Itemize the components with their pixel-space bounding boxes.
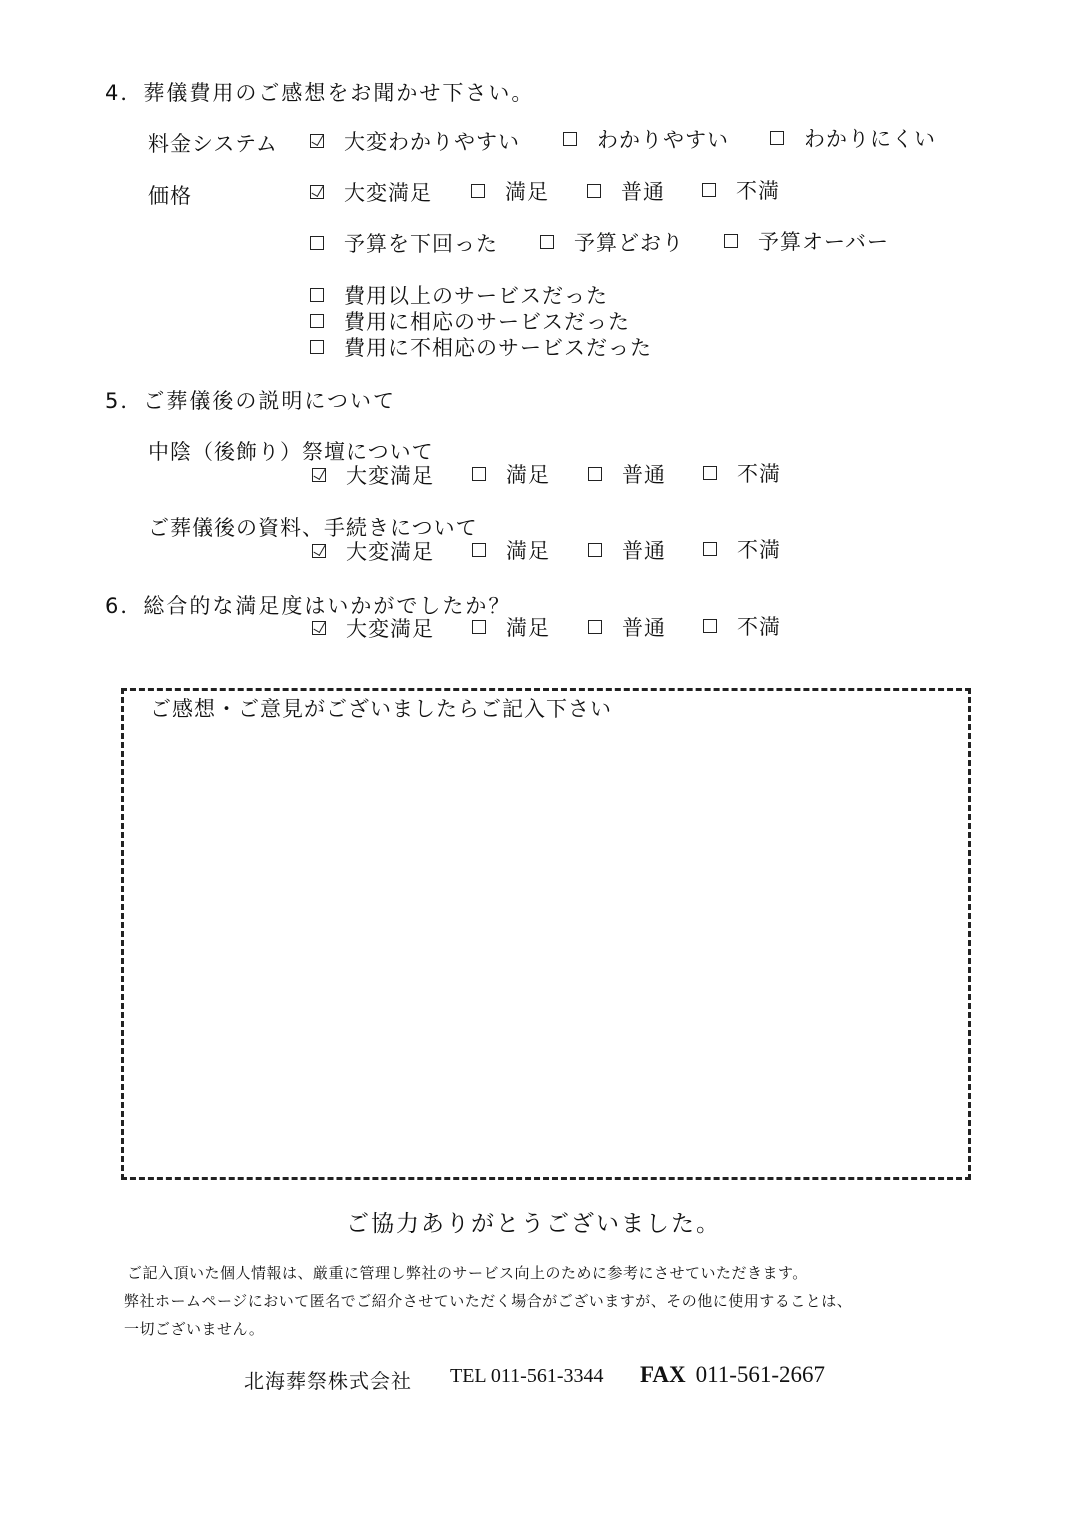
price-option-3[interactable]: 普通	[587, 179, 665, 205]
overall-option-1[interactable]: 大変満足	[312, 616, 434, 642]
budget-option-2[interactable]: 予算どおり	[540, 230, 684, 256]
privacy-notice-line-2: 弊社ホームページにおいて匿名でご紹介させていただく場合がございますが、その他に使用することは、	[124, 1292, 853, 1310]
checkbox-icon[interactable]	[588, 543, 602, 557]
checkbox-icon[interactable]	[702, 183, 716, 197]
checkbox-icon[interactable]	[703, 619, 717, 633]
checkbox-checked-icon[interactable]	[312, 621, 326, 635]
company-name: 北海葬祭株式会社	[244, 1369, 412, 1393]
fee-system-option-3[interactable]: わかりにくい	[770, 126, 936, 152]
price-option-1[interactable]: 大変満足	[310, 180, 432, 206]
checkbox-icon[interactable]	[770, 131, 784, 145]
checkbox-icon[interactable]	[310, 340, 324, 354]
price-option-4[interactable]: 不満	[702, 178, 780, 204]
company-fax	[640, 1362, 825, 1388]
altar-option-4[interactable]: 不満	[703, 461, 781, 487]
checkbox-icon[interactable]	[472, 467, 486, 481]
checkbox-icon[interactable]	[588, 620, 602, 634]
comment-label: ご感想・ご意見がございましたらご記入下さい	[150, 697, 612, 721]
fax-number: 011-561-2667	[695, 1362, 826, 1387]
checkbox-icon[interactable]	[587, 184, 601, 198]
privacy-notice-line-1: ご記入頂いた個人情報は、厳重に管理し弊社のサービス向上のために参考にさせていただきます。	[127, 1264, 808, 1282]
checkbox-checked-icon[interactable]	[310, 185, 324, 199]
service-option-3[interactable]: 費用に不相応のサービスだった	[310, 335, 652, 361]
checkbox-icon[interactable]	[310, 314, 324, 328]
thanks-message: ご協力ありがとうございました。	[346, 1211, 721, 1237]
checkbox-icon[interactable]	[563, 132, 577, 146]
documents-option-2[interactable]: 満足	[472, 538, 550, 564]
checkbox-icon[interactable]	[724, 234, 738, 248]
overall-option-3[interactable]: 普通	[588, 615, 666, 641]
budget-option-1[interactable]: 予算を下回った	[310, 231, 498, 257]
q5-title: 5．ご葬儀後の説明について	[105, 389, 396, 413]
fax-label: FAX	[640, 1362, 686, 1387]
checkbox-icon[interactable]	[588, 467, 602, 481]
checkbox-checked-icon[interactable]	[312, 544, 326, 558]
fee-system-option-1[interactable]: 大変わかりやすい	[310, 129, 520, 155]
service-option-2[interactable]: 費用に相応のサービスだった	[310, 309, 630, 335]
q4-title: 4．葬儀費用のご感想をお聞かせ下さい。	[105, 81, 535, 105]
comment-area[interactable]	[121, 688, 971, 1180]
altar-option-1[interactable]: 大変満足	[312, 463, 434, 489]
price-label: 価格	[148, 184, 192, 208]
checkbox-icon[interactable]	[703, 466, 717, 480]
checkbox-checked-icon[interactable]	[312, 468, 326, 482]
checkbox-icon[interactable]	[310, 236, 324, 250]
company-tel: TEL 011-561-3344	[450, 1365, 604, 1387]
fee-system-option-2[interactable]: わかりやすい	[563, 127, 729, 153]
service-option-1[interactable]: 費用以上のサービスだった	[310, 283, 608, 309]
checkbox-icon[interactable]	[472, 620, 486, 634]
checkbox-icon[interactable]	[472, 543, 486, 557]
checkbox-icon[interactable]	[310, 288, 324, 302]
q6-title: 6．総合的な満足度はいかがでしたか？	[105, 594, 512, 618]
privacy-notice-line-3: 一切ございません。	[124, 1320, 265, 1338]
altar-option-2[interactable]: 満足	[472, 462, 550, 488]
budget-option-3[interactable]: 予算オーバー	[724, 229, 889, 255]
documents-label: ご葬儀後の資料、手続きについて	[148, 516, 478, 540]
overall-option-2[interactable]: 満足	[472, 615, 550, 641]
checkbox-checked-icon[interactable]	[310, 134, 324, 148]
checkbox-icon[interactable]	[703, 542, 717, 556]
documents-option-3[interactable]: 普通	[588, 538, 666, 564]
altar-label: 中陰（後飾り）祭壇について	[148, 440, 434, 464]
fee-system-label: 料金システム	[148, 132, 278, 156]
price-option-2[interactable]: 満足	[471, 179, 549, 205]
documents-option-1[interactable]: 大変満足	[312, 539, 434, 565]
overall-option-4[interactable]: 不満	[703, 614, 781, 640]
altar-option-3[interactable]: 普通	[588, 462, 666, 488]
documents-option-4[interactable]: 不満	[703, 537, 781, 563]
checkbox-icon[interactable]	[471, 184, 485, 198]
checkbox-icon[interactable]	[540, 235, 554, 249]
